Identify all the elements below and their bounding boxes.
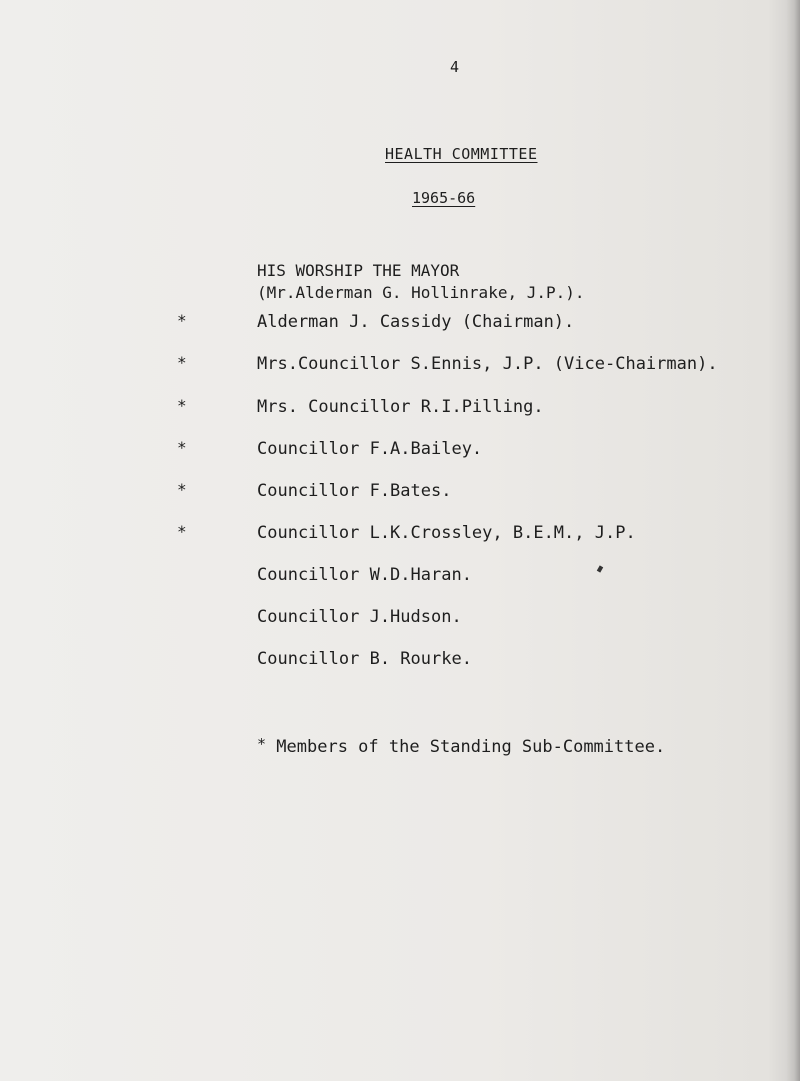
- ink-speck: [597, 565, 603, 572]
- standing-subcommittee-asterisk: *: [177, 353, 187, 372]
- mayor-block: [257, 260, 585, 304]
- member-entry: Councillor F.A.Bailey.: [257, 439, 483, 459]
- page-edge-shadow: [786, 0, 800, 1081]
- standing-subcommittee-asterisk: *: [177, 438, 187, 457]
- committee-title: HEALTH COMMITTEE: [385, 145, 538, 163]
- footnote: [257, 735, 665, 757]
- standing-subcommittee-asterisk: *: [177, 480, 187, 499]
- member-entry: Councillor B. Rourke.: [257, 649, 472, 669]
- member-entry: Councillor L.K.Crossley, B.E.M., J.P.: [257, 523, 636, 543]
- standing-subcommittee-asterisk: *: [177, 522, 187, 541]
- member-entry: Councillor J.Hudson.: [257, 607, 462, 627]
- member-entry: Councillor F.Bates.: [257, 481, 452, 501]
- footnote-asterisk: *: [257, 735, 267, 753]
- member-entry: Alderman J. Cassidy (Chairman).: [257, 312, 575, 332]
- committee-year: 1965-66: [412, 189, 476, 207]
- standing-subcommittee-asterisk: *: [177, 311, 187, 330]
- member-entry: Mrs.Councillor S.Ennis, J.P. (Vice-Chairman).: [257, 354, 718, 374]
- mayor-name: (Mr.Alderman G. Hollinrake, J.P.).: [257, 283, 585, 302]
- member-entry: Councillor W.D.Haran.: [257, 565, 472, 585]
- mayor-title: HIS WORSHIP THE MAYOR: [257, 261, 460, 280]
- standing-subcommittee-asterisk: *: [177, 396, 187, 415]
- footnote-text: Members of the Standing Sub-Committee.: [276, 737, 666, 757]
- member-entry: Mrs. Councillor R.I.Pilling.: [257, 397, 544, 417]
- page-number: 4: [450, 58, 460, 76]
